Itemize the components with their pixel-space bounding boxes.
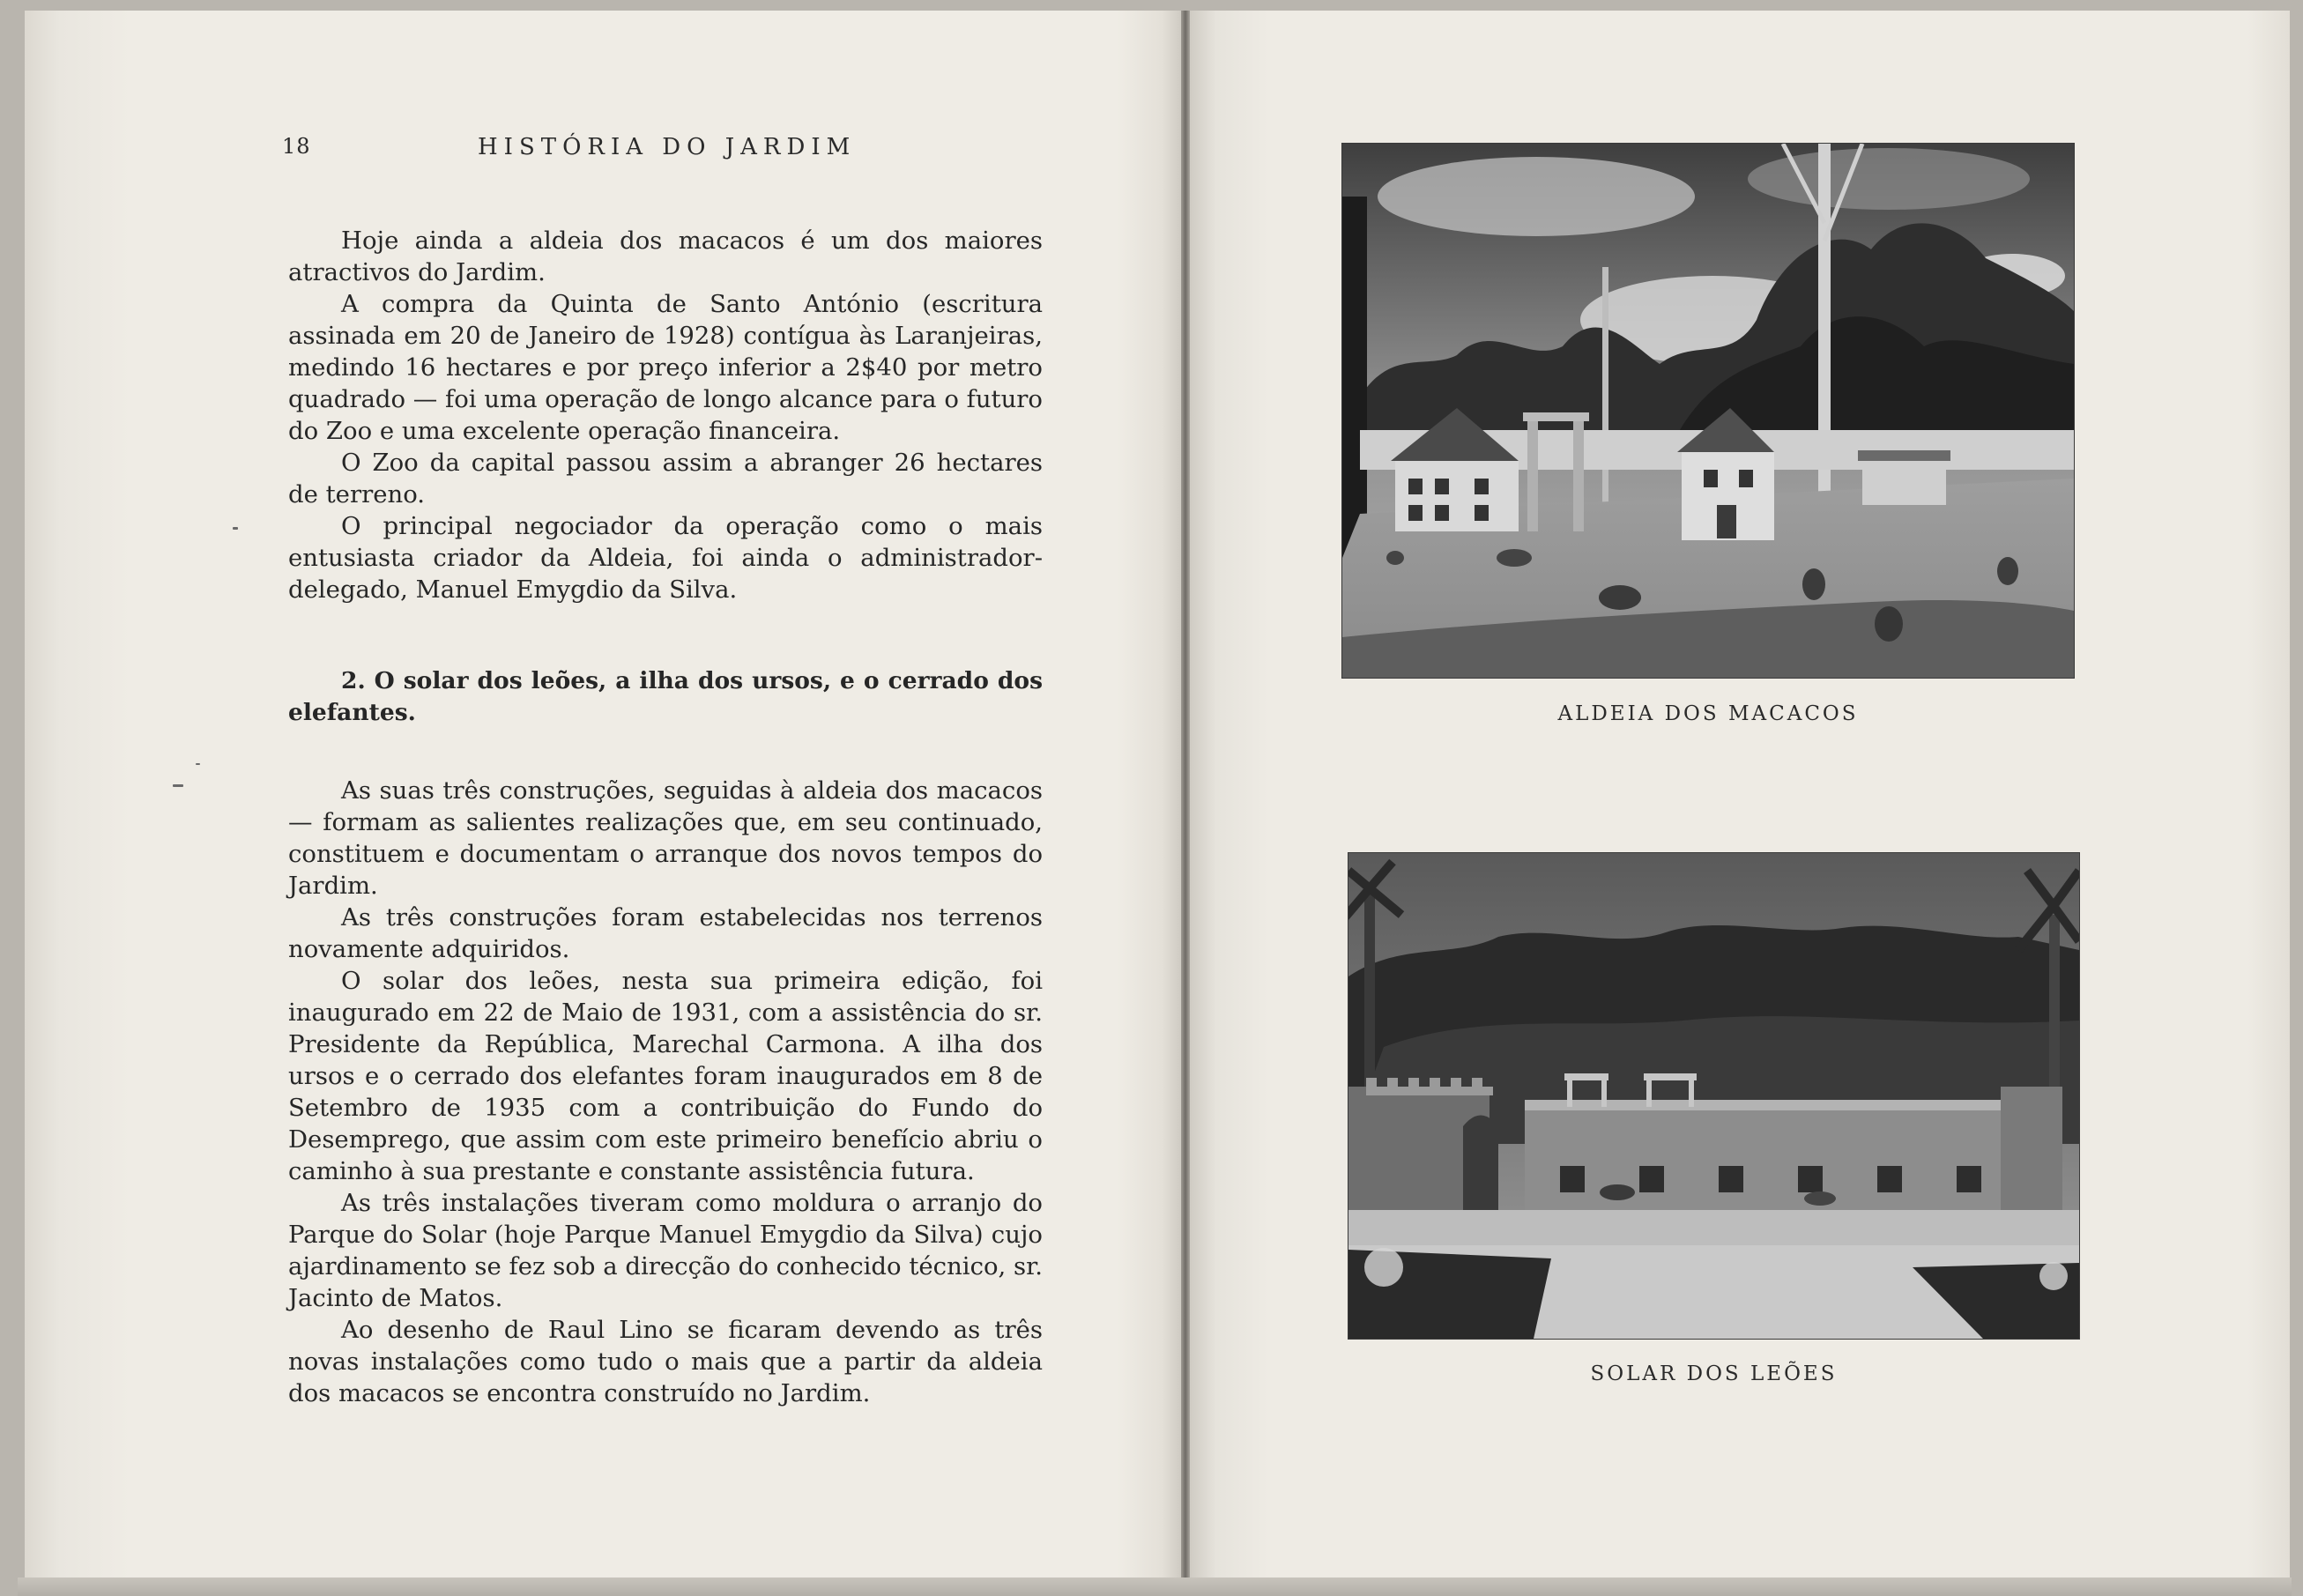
page-number: 18	[282, 134, 311, 159]
paragraph: O principal negociador da operação como o mais entusiasta criador da Aldeia, foi ainda o administrador-delegado, Manuel Emygdio da Silva.	[288, 512, 1043, 604]
running-head	[282, 134, 1111, 169]
paragraph: Ao desenho de Raul Lino se ficaram devendo as três novas instalações como tudo o mais que a partir da aldeia dos macacos se encontra construído no Jardim.	[288, 1316, 1043, 1407]
paper-speck	[173, 784, 183, 787]
figure-caption: ALDEIA DOS MACACOS	[1557, 702, 1859, 725]
paragraph: O Zoo da capital passou assim a abranger 26 hectares de terreno.	[288, 449, 1043, 508]
running-title: HISTÓRIA DO JARDIM	[478, 134, 857, 160]
paragraph: Hoje ainda a aldeia dos macacos é um dos maiores atractivos do Jardim.	[288, 226, 1043, 286]
body-text	[288, 225, 1043, 1409]
paragraph: A compra da Quinta de Santo António (escritura assinada em 20 de Janeiro de 1928) contígua às Laranjeiras, medindo 16 hectares e por preço inferior a 2$40 por metro quadrado — foi uma operação de longo alcance para o futuro do Zoo e uma excelente operação financeira.	[288, 290, 1043, 445]
paper-speck	[196, 763, 200, 765]
monkey-village-photo	[1342, 144, 2074, 678]
paragraph: As três construções foram estabelecidas nos terrenos novamente adquiridos.	[288, 903, 1043, 963]
paragraph: O solar dos leões, nesta sua primeira edição, foi inaugurado em 22 de Maio de 1931, com a assistência do sr. Presidente da República, Marechal Carmona. A ilha dos ursos e o cerrado dos elefantes foram inaugurados em 8 de Setembro de 1935 com a contribuição do Fundo do Desemprego, que assim com este primeiro benefício abriu o caminho à sua prestante e constante assistência futura.	[288, 967, 1043, 1185]
section-heading: 2. O solar dos leões, a ilha dos ursos, e o cerrado dos elefantes.	[288, 667, 1043, 726]
paragraph: As suas três construções, seguidas à aldeia dos macacos — formam as salientes realizações que, em seu continuado, constituem e documentam o arranque dos novos tempos do Jardim.	[288, 776, 1043, 900]
book-gutter	[1181, 11, 1190, 1579]
figure-caption: SOLAR DOS LEÕES	[1590, 1362, 1838, 1385]
lion-enclosure-photo	[1348, 853, 2079, 1339]
page-bottom-edge	[18, 1577, 2292, 1596]
paragraph: As três instalações tiveram como moldura o arranjo do Parque do Solar (hoje Parque Manuel Emygdio da Silva) cujo ajardinamento se fez sob a direcção do conhecido técnico, sr. Jacinto de Matos.	[288, 1189, 1043, 1312]
paper-speck	[233, 527, 238, 530]
